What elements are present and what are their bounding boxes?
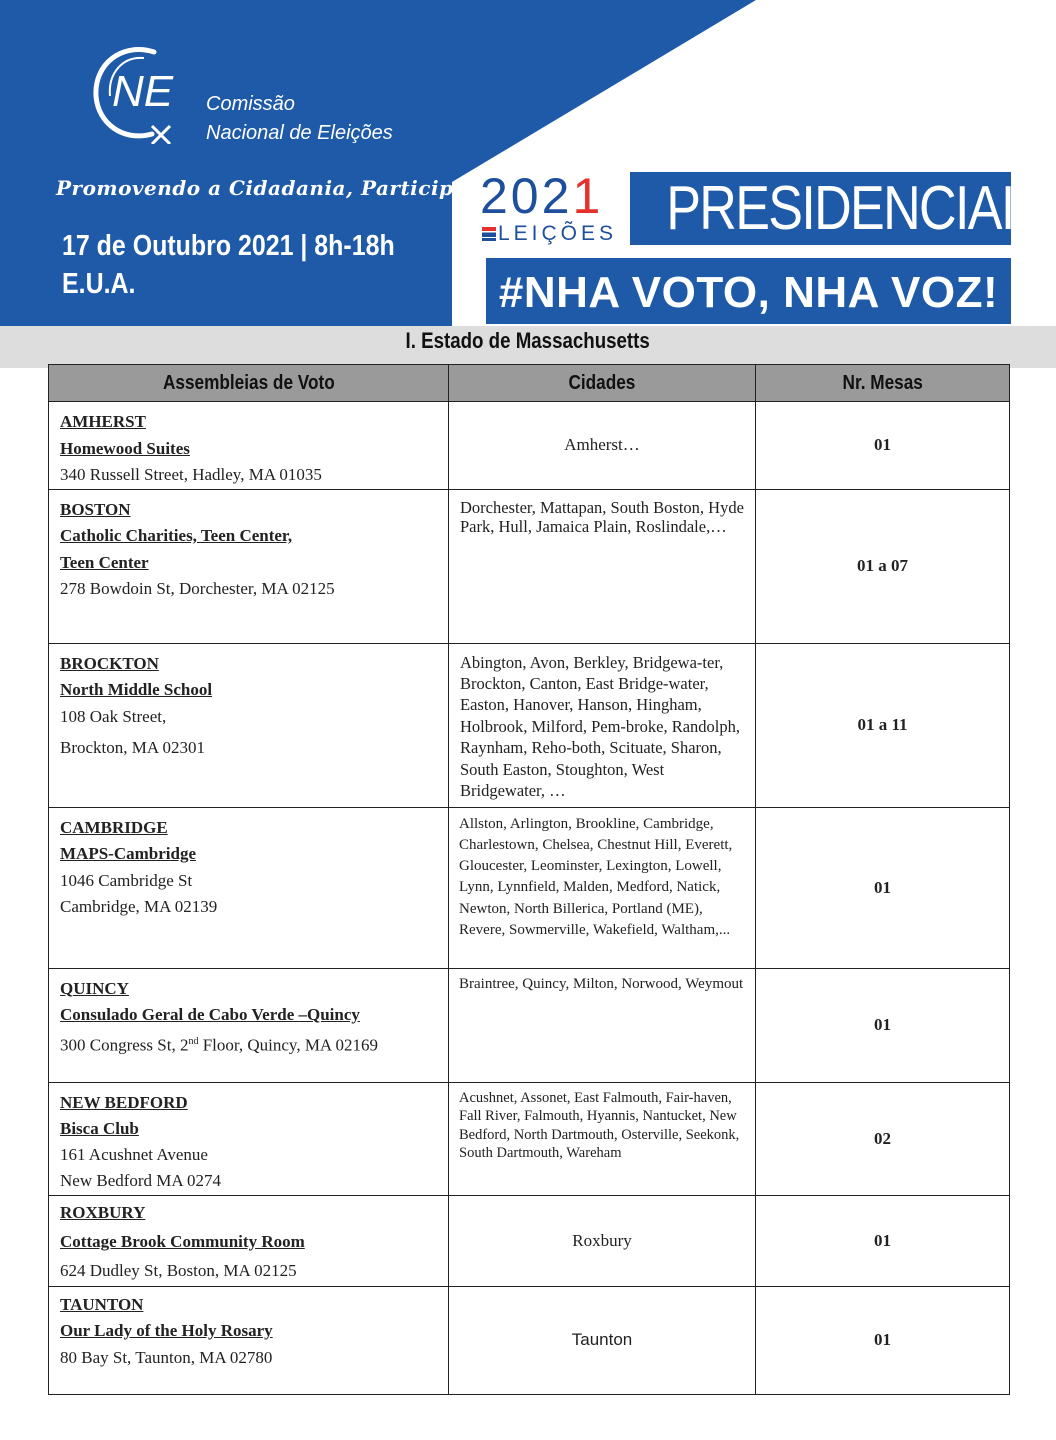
assembly-city: CAMBRIDGE <box>60 817 168 837</box>
mesas-cell: 02 <box>756 1082 1010 1195</box>
polling-stations-table <box>48 364 1010 1395</box>
assembly-city: BROCKTON <box>60 653 159 673</box>
assembly-venue: North Middle School <box>60 680 213 699</box>
mesas-cell: 01 <box>756 807 1010 968</box>
slogan: Promovendo a Cidadania, Participe! <box>56 176 477 200</box>
address-part: 300 Congress St, 2 <box>60 1035 189 1055</box>
address-part: Floor, Quincy, MA 02169 <box>198 1035 379 1055</box>
year-prefix: 202 <box>480 168 573 224</box>
header-assembleias-text: Assembleias de Voto <box>162 371 335 394</box>
address-superscript: nd <box>188 1035 199 1047</box>
eleicoes-text: LEIÇÕES <box>498 222 618 245</box>
assembly-venue: Homewood Suites <box>60 438 190 458</box>
mesas-cell: 01 <box>756 1286 1010 1394</box>
cities-cell: Braintree, Quincy, Milton, Norwood, Weymout <box>449 968 756 1082</box>
assembly-cell <box>49 968 449 1082</box>
header-mesas <box>756 365 1010 402</box>
election-year <box>480 168 603 224</box>
assembly-address-line2: Cambridge, MA 02139 <box>60 897 218 916</box>
cities-cell: Roxbury <box>449 1195 756 1286</box>
assembly-address: 161 Acushnet Avenue <box>60 1144 208 1164</box>
assembly-address-line2: New Bedford MA 0274 <box>60 1170 222 1190</box>
assembly-address-line2: Brockton, MA 02301 <box>60 738 205 757</box>
assembly-cell <box>49 1195 449 1286</box>
assembly-address: 80 Bay St, Taunton, MA 02780 <box>60 1347 273 1367</box>
cities-cell: Taunton <box>449 1286 756 1394</box>
logo-initials: NE <box>112 67 174 116</box>
assembly-address: 624 Dudley St, Boston, MA 02125 <box>60 1260 297 1280</box>
cities-cell: Allston, Arlington, Brookline, Cambridge, Charlestown, Chelsea, Chestnut Hill, Everett, Gloucester, Leominster, Lexington, Lowell, Lynn, Lynnfield, Malden, Medford, Natick, Newton, North Billerica, Portland (ME), Revere, Sowmerville, Wakefield, Waltham,... <box>449 807 756 968</box>
assembly-cell <box>49 1286 449 1394</box>
cities-cell: Acushnet, Assonet, East Falmouth, Fair-haven, Fall River, Falmouth, Hyannis, Nantucket, New Bedford, North Dartmouth, Osterville, Seekonk, South Dartmouth, Wareham <box>449 1082 756 1195</box>
assembly-cell <box>49 402 449 490</box>
section-title <box>0 328 1056 354</box>
hashtag-banner <box>486 258 1011 324</box>
cities-cell: Dorchester, Mattapan, South Boston, Hyde Park, Hull, Jamaica Plain, Roslindale,… <box>449 489 756 643</box>
assembly-city: AMHERST <box>60 412 146 431</box>
country-label: E.U.A. <box>62 268 136 300</box>
assembly-city: QUINCY <box>60 978 129 998</box>
assembly-venue: Consulado Geral de Cabo Verde –Quincy <box>60 1005 360 1024</box>
header-mesas-text: Nr. Mesas <box>842 371 923 394</box>
mesas-cell: 01 a 07 <box>756 489 1010 643</box>
presidenciais-text: PRESIDENCIAIS <box>666 174 1047 243</box>
table-row <box>49 643 1010 807</box>
flag-e-icon <box>482 227 496 241</box>
org-name-line2: Nacional de Eleições <box>206 122 393 144</box>
hashtag-text: #NHA VOTO, NHA VOZ! <box>498 268 999 317</box>
assembly-address: 108 Oak Street, <box>60 706 167 726</box>
assembly-venue: Our Lady of the Holy Rosary <box>60 1321 273 1340</box>
table-row <box>49 807 1010 968</box>
assembly-city: ROXBURY <box>60 1202 146 1222</box>
assembly-address: 278 Bowdoin St, Dorchester, MA 02125 <box>60 579 335 598</box>
assembly-city: BOSTON <box>60 499 131 519</box>
assembly-venue: Bisca Club <box>60 1118 139 1138</box>
assembly-city: TAUNTON <box>60 1294 144 1314</box>
assembly-venue: Catholic Charities, Teen Center, <box>60 526 293 545</box>
mesas-cell: 01 <box>756 1195 1010 1286</box>
header-cidades-text: Cidades <box>568 371 636 394</box>
section-title-text: I. Estado de Massachusetts <box>405 328 651 353</box>
header-assembleias <box>49 365 449 402</box>
table-row <box>49 489 1010 643</box>
election-date: 17 de Outubro 2021 | 8h-18h <box>62 230 395 262</box>
org-name-line1: Comissão <box>206 93 295 115</box>
cities-cell: Abington, Avon, Berkley, Bridgewa-ter, Brockton, Canton, East Bridge-water, Easton, Hanover, Hanson, Hingham, Holbrook, Milford, Pem-broke, Randolph, Raynham, Reho-both, Scituate, Sharon, South Easton, Stoughton, West Bridgewater, … <box>449 643 756 807</box>
mesas-cell: 01 a 11 <box>756 643 1010 807</box>
header-cidades <box>449 365 756 402</box>
assembly-city: NEW BEDFORD <box>60 1092 188 1112</box>
assembly-cell <box>49 807 449 968</box>
table-row <box>49 402 1010 490</box>
table-row <box>49 1082 1010 1195</box>
assembly-cell <box>49 489 449 643</box>
year-suffix: 1 <box>572 168 604 224</box>
assembly-address <box>60 1029 438 1059</box>
assembly-address: 1046 Cambridge St <box>60 870 193 890</box>
table-header-row <box>49 365 1010 402</box>
mesas-cell: 01 <box>756 968 1010 1082</box>
presidenciais-banner <box>630 172 1047 245</box>
assembly-address: 340 Russell Street, Hadley, MA 01035 <box>60 465 322 484</box>
cities-cell: Amherst… <box>449 402 756 490</box>
assembly-venue: MAPS-Cambridge <box>60 844 196 863</box>
assembly-venue-line2: Teen Center <box>60 552 149 572</box>
table-row <box>49 1286 1010 1394</box>
org-name <box>206 90 393 148</box>
eleicoes-label <box>482 222 617 246</box>
table-row <box>49 968 1010 1082</box>
cne-logo-icon <box>92 44 174 144</box>
assembly-venue: Cottage Brook Community Room <box>60 1231 305 1251</box>
mesas-cell: 01 <box>756 402 1010 490</box>
assembly-cell <box>49 1082 449 1195</box>
assembly-cell <box>49 643 449 807</box>
table-row <box>49 1195 1010 1286</box>
